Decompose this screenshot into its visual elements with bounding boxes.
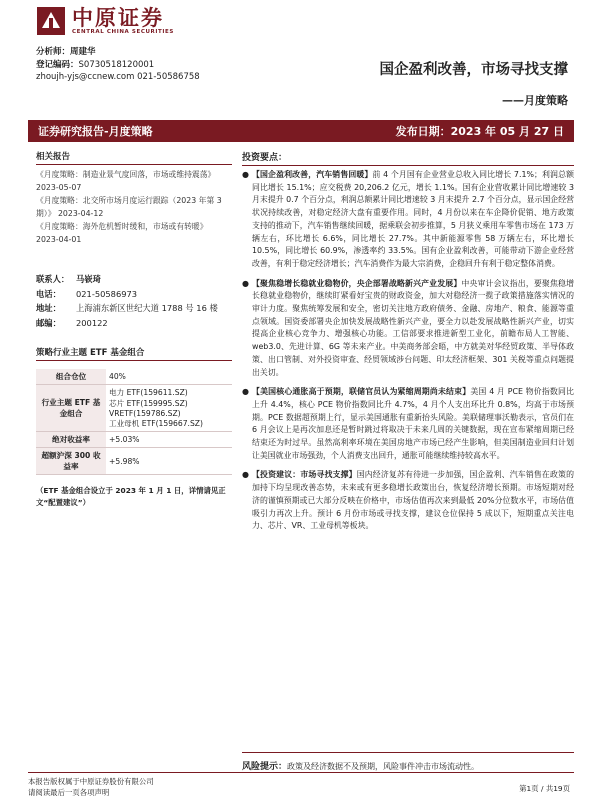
analyst-label: 分析师： xyxy=(36,47,71,57)
etf-key: 组合仓位 xyxy=(36,369,106,385)
etf-value-list xyxy=(106,385,232,432)
risk-label: 风险提示： xyxy=(242,762,288,772)
analyst-name: 周建华 xyxy=(70,47,96,57)
etf-value: +5.98% xyxy=(106,448,232,475)
etf-note: （ETF 基金组合设立于 2023 年 1 月 1 日，详情请见正文“配置建议”） xyxy=(36,486,226,507)
point-text: 中央审计会议指出，要聚焦稳增长稳就业稳物价，继续盯紧看好宝贵的财政资金，加大对稳经济一揽子政策措施落实情况的审计力度。聚焦统筹发展和安全，密切关注地方政府债务、金融、房地产、粮食、能源等重点领域。国资委部署央企加快发展战略性新兴产业，要全力以赴发展战略性新兴产业，切实提高企业核心竞争力、增强核心功能。工信部要求推进新型工业化，前瞻布局人工智能、web3.0、先进计算、6G 等未来产业。中美商务部会晤，中方就美对华经贸政策、半导体政策、出口管制、对外投资审查、经贸领域涉台问题、印太经济框架、301 关税等重点问题提出关切。 xyxy=(252,278,574,377)
report-banner xyxy=(28,120,574,142)
etf-fund: 电力 ETF(159611.SZ) xyxy=(109,388,188,397)
copyright-text: 本报告版权属于中原证券股份有限公司 xyxy=(28,777,154,786)
right-column xyxy=(242,150,574,540)
reg-code: S0730518120001 xyxy=(78,59,155,70)
phone-value: 021-50586973 xyxy=(76,288,138,299)
logo-en: CENTRAL CHINA SECURITIES xyxy=(72,29,174,35)
page-footer xyxy=(28,772,574,798)
risk-text: 政策及经济数据不及预期，风险事件冲击市场流动性。 xyxy=(287,762,480,771)
address-value: 上海浦东新区世纪大道 1788 号 16 楼 xyxy=(76,303,218,313)
key-point xyxy=(242,386,574,462)
etf-fund: VRETF(159786.SZ) xyxy=(109,409,181,418)
related-report[interactable]: 《月度策略：海外危机暂时缓和，市场或有转暖》 2023-04-01 xyxy=(36,222,208,244)
logo-cn: 中原证券 xyxy=(72,6,164,30)
etf-value: +5.03% xyxy=(106,432,232,448)
etf-fund: 工业母机 ETF(159667.SZ) xyxy=(109,419,203,428)
analyst-contact: zhoujh-yjs@ccnew.com 021-50586758 xyxy=(36,72,200,82)
contact-person: 马嵚琦 xyxy=(76,274,101,284)
etf-key: 超额沪深 300 收益率 xyxy=(36,448,106,475)
bullet-icon: ● xyxy=(242,387,249,397)
risk-warning xyxy=(242,752,574,772)
table-row xyxy=(36,369,232,385)
phone-label: 电话： xyxy=(36,288,61,299)
zip-value: 200122 xyxy=(76,317,108,328)
point-text: 前 4 个月国有企业营业总收入同比增长 7.1%；利润总额同比增长 15.1%；应交税费 20,206.2 亿元，增长 1.1%。国有企业营收累计同比增速较 3 月末提升 0.7 个百分点，利润总额累计同比增速较 3 月末提升 2.7 个百分点，显示国企经营状况持续改善，对稳定经济大盘有重要作用。同时，4 月份以来在车企降价促销、地方政策支持的推动下，汽车销售继续回暖，据乘联会初步推算，5 月狭义乘用车零售市场在 173 万辆左右，环比增长 6.6%，同比增长 27.7%。其中新能源零售 58 万辆左右，环比增长 10.5%，同比增长 60.9%，渗透率约 33.5%。国有企业盈利改善，可能带动下游企业经营改善，有利于稳定经济增长；汽车消费作为最大宗消费，企稳回升有利于稳定整体消费。 xyxy=(252,170,574,268)
point-heading: 【投资建议：市场寻找支撑】 xyxy=(252,470,357,480)
bullet-icon: ● xyxy=(242,170,249,179)
etf-table xyxy=(36,369,232,475)
etf-value: 40% xyxy=(106,369,232,385)
publish-date: 发布日期：2023 年 05 月 27 日 xyxy=(395,125,564,138)
report-title: 国企盈利改善，市场寻找支撑 xyxy=(379,62,568,78)
key-point xyxy=(242,469,574,533)
contact-person-label: 联系人： xyxy=(36,274,70,284)
report-header xyxy=(0,0,600,120)
point-text: 国内经济复苏有待进一步加强，国企盈利、汽车销售在政策的加持下均呈现改善态势，未来或有更多稳增长政策出台，恢复经济增长预期。市场短期对经济的谨慎预期或已大部分反映在价格中，市场估值再次来到最低 20%分位数水平，市场估值吸引力再次上升。预计 6 月份市场或寻找支撑，建议仓位保持 5 成以下，短期重点关注电力、芯片、VR、工业母机等板块。 xyxy=(252,470,574,531)
disclaimer-text: 请阅读最后一页各项声明 xyxy=(28,788,110,797)
point-heading: 【国企盈利改善，汽车销售回暖】 xyxy=(252,170,373,179)
etf-key: 绝对收益率 xyxy=(36,432,106,448)
report-subtitle: ——月度策略 xyxy=(502,94,568,107)
address-label: 地址： xyxy=(36,303,61,313)
zip-label: 邮编： xyxy=(36,317,61,328)
point-heading: 【聚焦稳增长稳就业稳物价，央企部署战略新兴产业发展】 xyxy=(252,278,462,288)
point-text: 美国 4 月 PCE 物价指数同比上升 4.4%，核心 PCE 物价指数同比升 4.7%，4 月个人支出环比升 0.8%，均高于市场预期。PCE 数据超预期上行，显示美国通胀有重新抬头风险。美联储理事沃勒表示，官员们在 6 月会议上是再次加息还是暂时跳过将取决于未来几周的关键数据，现在宣布紧缩周期已经结束还为时过早。虽然高利率环境在美国房地产市场已经产生影响，但美国制造业回归计划让美国就业市场强劲，个人消费支出回升，通胀可能继续维持较高水平。 xyxy=(252,387,574,460)
bullet-icon: ● xyxy=(242,470,249,480)
etf-title: 策略行业主题 ETF 基金组合 xyxy=(36,346,232,361)
table-row xyxy=(36,448,232,475)
analyst-info xyxy=(36,46,200,84)
point-heading: 【美国核心通胀高于预期，联储官员认为紧缩周期尚未结束】 xyxy=(252,387,471,397)
etf-fund: 芯片 ETF(159995.SZ) xyxy=(109,399,188,408)
related-report[interactable]: 《月度策略：制造业景气度回落，市场或维持震荡》 2023-05-07 xyxy=(36,170,216,192)
company-logo xyxy=(36,6,174,36)
points-title: 投资要点： xyxy=(242,150,574,166)
etf-key: 行业主题 ETF 基金组合 xyxy=(36,385,106,432)
contact-block xyxy=(36,272,232,330)
page-number: 第1页 / 共19页 xyxy=(519,784,570,793)
key-point xyxy=(242,278,574,380)
bullet-icon: ● xyxy=(242,278,249,288)
logo-mark-icon xyxy=(36,6,66,36)
table-row xyxy=(36,385,232,432)
related-report[interactable]: 《月度策略：北交所市场月度运行跟踪（2023 年第 3 期）》 2023-04-12 xyxy=(36,196,222,218)
reg-label: 登记编码： xyxy=(36,59,79,70)
key-point xyxy=(242,169,574,271)
report-type: 证券研究报告-月度策略 xyxy=(38,125,153,138)
left-column xyxy=(36,150,232,509)
related-title: 相关报告 xyxy=(36,150,232,165)
table-row xyxy=(36,432,232,448)
